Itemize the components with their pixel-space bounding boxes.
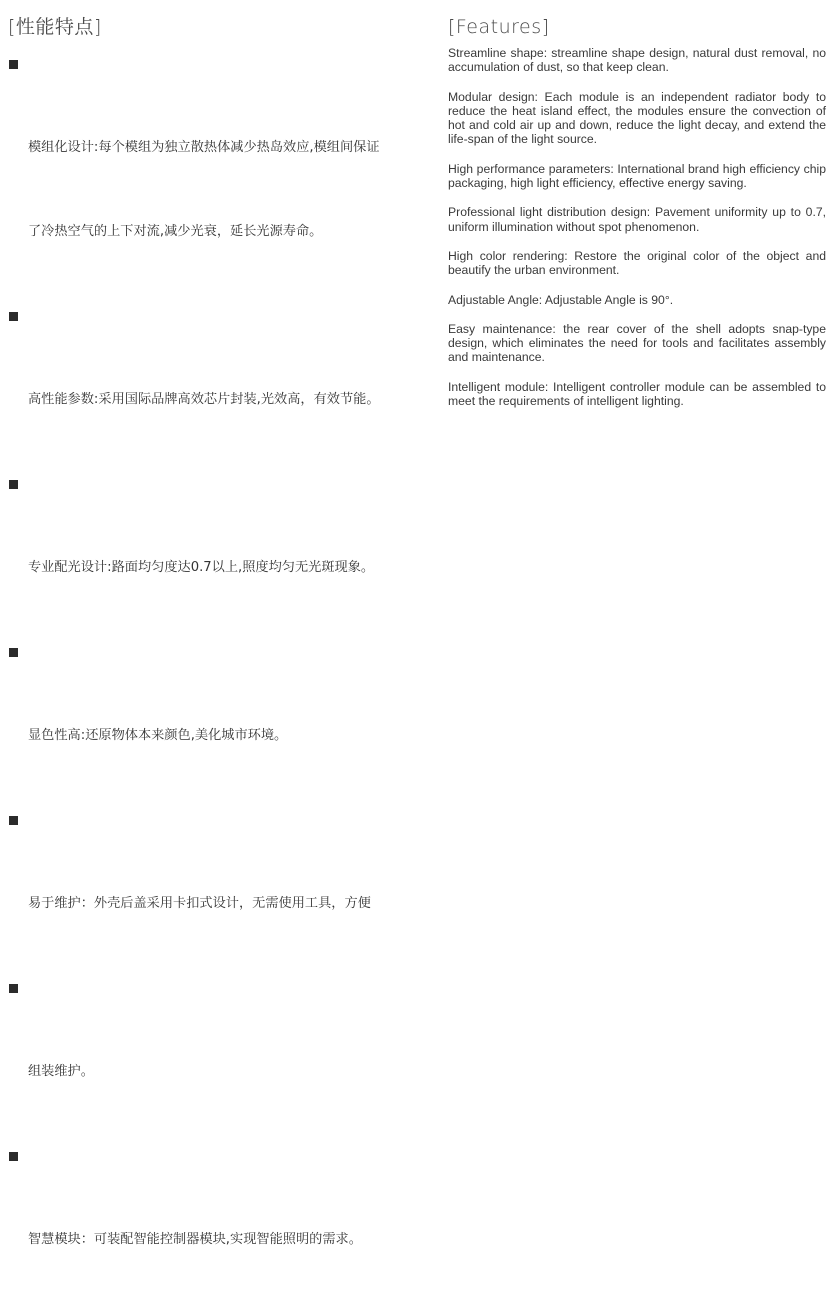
feature-paragraph-intelligent: Intelligent module: Intelligent controller module can be assembled to meet the requirements of intelligent lighting. [448, 379, 826, 409]
feature-item-modular [8, 50, 418, 302]
feature-item-intelligent [8, 1142, 418, 1310]
feature-text: 高性能参数:采用国际品牌高效芯片封装,光效高，有效节能。 [28, 392, 380, 407]
feature-item-maintenance [8, 806, 418, 974]
feature-paragraph-streamline: Streamline shape: streamline shape design, natural dust removal, no accumulation of dust, so that keep clean. [448, 46, 826, 75]
square-bullet-icon [9, 648, 18, 657]
feature-item-color-rendering [8, 638, 418, 806]
english-features-list [448, 46, 826, 408]
feature-item-light-distribution [8, 470, 418, 638]
feature-paragraph-adjustable-angle: Adjustable Angle: Adjustable Angle is 90°. [448, 292, 674, 307]
square-bullet-icon [9, 480, 18, 489]
chinese-features-list [8, 50, 418, 1310]
feature-item-performance [8, 302, 418, 470]
square-bullet-icon [9, 312, 18, 321]
feature-paragraph-modular: Modular design: Each module is an independent radiator body to reduce the heat island effect, the modules ensure the convection of hot and cold air up and down, reduce the light decay, and extend the life-span of the light source. [448, 89, 826, 147]
feature-text: 组装维护。 [28, 1064, 94, 1079]
feature-paragraph-light-distribution: Professional light distribution design: Pavement uniformity up to 0.7, uniform illumination without spot phenomenon. [448, 205, 826, 234]
feature-paragraph-performance: High performance parameters: International brand high efficiency chip packaging, high light efficiency, effective energy saving. [448, 161, 826, 191]
chinese-features-column [8, 14, 418, 1310]
square-bullet-icon [9, 1152, 18, 1161]
feature-paragraph-color-rendering: High color rendering: Restore the original color of the object and beautify the urban environment. [448, 248, 826, 278]
feature-text: 智慧模块：可装配智能控制器模块,实现智能照明的需求。 [28, 1232, 362, 1247]
square-bullet-icon [9, 816, 18, 825]
feature-text: 模组化设计:每个模组为独立散热体减少热岛效应,模组间保证 [28, 140, 380, 155]
chinese-features-heading: [性能特点] [8, 16, 102, 38]
feature-item-maintenance-continued [8, 974, 418, 1142]
english-features-column [448, 14, 826, 423]
feature-paragraph-maintenance: Easy maintenance: the rear cover of the shell adopts snap-type design, which eliminates the need for tools and facilitates assembly and maintenance. [448, 321, 826, 365]
feature-text: 易于维护：外壳后盖采用卡扣式设计，无需使用工具，方便 [28, 896, 371, 911]
feature-text: 显色性高:还原物体本来颜色,美化城市环境。 [28, 728, 288, 743]
english-features-heading: [Features] [448, 16, 550, 38]
feature-text: 专业配光设计:路面均匀度达0.7以上,照度均匀无光斑现象。 [28, 560, 375, 575]
square-bullet-icon [9, 984, 18, 993]
feature-text-continued: 了冷热空气的上下对流,减少光衰，延长光源寿命。 [28, 224, 323, 239]
square-bullet-icon [9, 60, 18, 69]
